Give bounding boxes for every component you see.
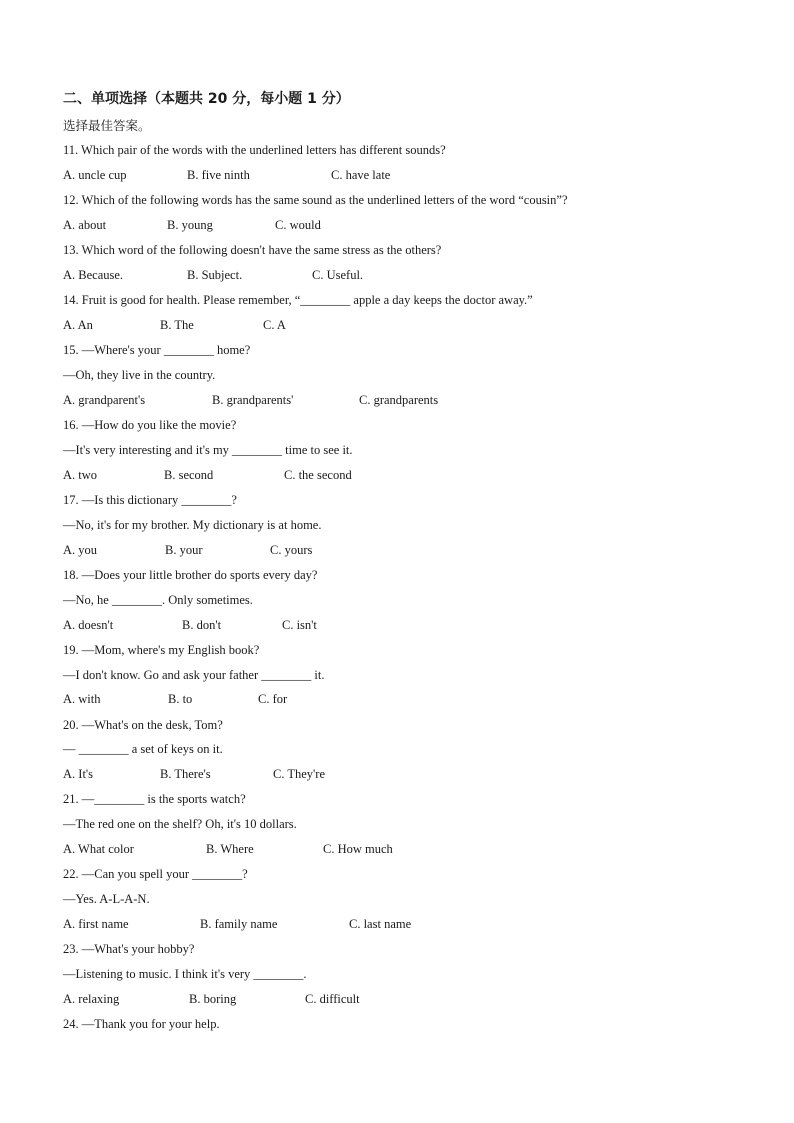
question-14-stem: 14. Fruit is good for health. Please remember, “________ apple a day keeps the doctor away.” <box>63 293 533 307</box>
option-b: B. young <box>167 218 213 232</box>
question-18-stem: 18. —Does your little brother do sports every day? <box>63 568 318 582</box>
option-c: C. last name <box>349 917 412 931</box>
option-b: B. to <box>168 692 193 706</box>
option-c: C. would <box>275 218 321 232</box>
question-15-reply: —Oh, they live in the country. <box>63 368 216 382</box>
question-17-stem: 17. —Is this dictionary ________? <box>63 493 237 507</box>
option-b: B. second <box>164 468 214 482</box>
question-20-stem: 20. —What's on the desk, Tom? <box>63 718 223 732</box>
option-b: B. The <box>160 318 194 332</box>
question-24-stem: 24. —Thank you for your help. <box>63 1017 220 1031</box>
option-a: A. you <box>63 543 98 557</box>
option-a: A. uncle cup <box>63 168 127 182</box>
option-a: A. It's <box>63 767 94 781</box>
option-c: C. isn't <box>282 618 317 632</box>
option-c: C. grandparents <box>359 393 439 407</box>
option-a: A. What color <box>63 842 134 856</box>
option-a: A. grandparent's <box>63 393 146 407</box>
option-c: C. How much <box>323 842 393 856</box>
option-c: C. for <box>258 692 288 706</box>
option-b: B. five ninth <box>187 168 250 182</box>
question-11-stem: 11. Which pair of the words with the underlined letters has different sounds? <box>63 143 446 157</box>
option-a: A. about <box>63 218 107 232</box>
question-19-stem: 19. —Mom, where's my English book? <box>63 643 260 657</box>
question-13-stem: 13. Which word of the following doesn't have the same stress as the others? <box>63 243 442 257</box>
question-18-reply: —No, he ________. Only sometimes. <box>63 593 253 607</box>
option-a: A. two <box>63 468 98 482</box>
question-20-reply: — ________ a set of keys on it. <box>63 742 223 756</box>
option-b: B. grandparents' <box>212 393 294 407</box>
question-23-stem: 23. —What's your hobby? <box>63 942 195 956</box>
option-c: C. difficult <box>305 992 360 1006</box>
option-a: A. with <box>63 692 101 706</box>
section-instruction: 选择最佳答案。 <box>63 118 151 133</box>
option-a: A. An <box>63 318 93 332</box>
question-19-reply: —I don't know. Go and ask your father ________ it. <box>63 668 325 682</box>
option-c: C. Useful. <box>312 268 364 282</box>
option-a: A. Because. <box>63 268 124 282</box>
option-b: B. family name <box>200 917 278 931</box>
section-title: 二、单项选择（本题共 20 分，每小题 1 分） <box>63 91 350 107</box>
option-b: B. don't <box>182 618 222 632</box>
question-15-stem: 15. —Where's your ________ home? <box>63 343 251 357</box>
option-c: C. have late <box>331 168 391 182</box>
option-a: A. first name <box>63 917 129 931</box>
question-23-reply: —Listening to music. I think it's very ________. <box>63 967 307 981</box>
option-a: A. doesn't <box>63 618 114 632</box>
question-21-reply: —The red one on the shelf? Oh, it's 10 dollars. <box>63 817 297 831</box>
question-21-stem: 21. —________ is the sports watch? <box>63 792 246 806</box>
option-c: C. They're <box>273 767 326 781</box>
question-17-reply: —No, it's for my brother. My dictionary is at home. <box>63 518 322 532</box>
option-a: A. relaxing <box>63 992 120 1006</box>
option-b: B. boring <box>189 992 237 1006</box>
option-b: B. Where <box>206 842 254 856</box>
option-b: B. Subject. <box>187 268 243 282</box>
option-b: B. your <box>165 543 203 557</box>
option-b: B. There's <box>160 767 211 781</box>
option-c: C. A <box>263 318 286 332</box>
question-22-reply: —Yes. A-L-A-N. <box>63 892 150 906</box>
question-16-reply: —It's very interesting and it's my ________ time to see it. <box>63 443 353 457</box>
question-16-stem: 16. —How do you like the movie? <box>63 418 237 432</box>
question-22-stem: 22. —Can you spell your ________? <box>63 867 248 881</box>
option-c: C. yours <box>270 543 313 557</box>
option-c: C. the second <box>284 468 352 482</box>
question-12-stem: 12. Which of the following words has the same sound as the underlined letters of the word “cousin”? <box>63 193 568 207</box>
